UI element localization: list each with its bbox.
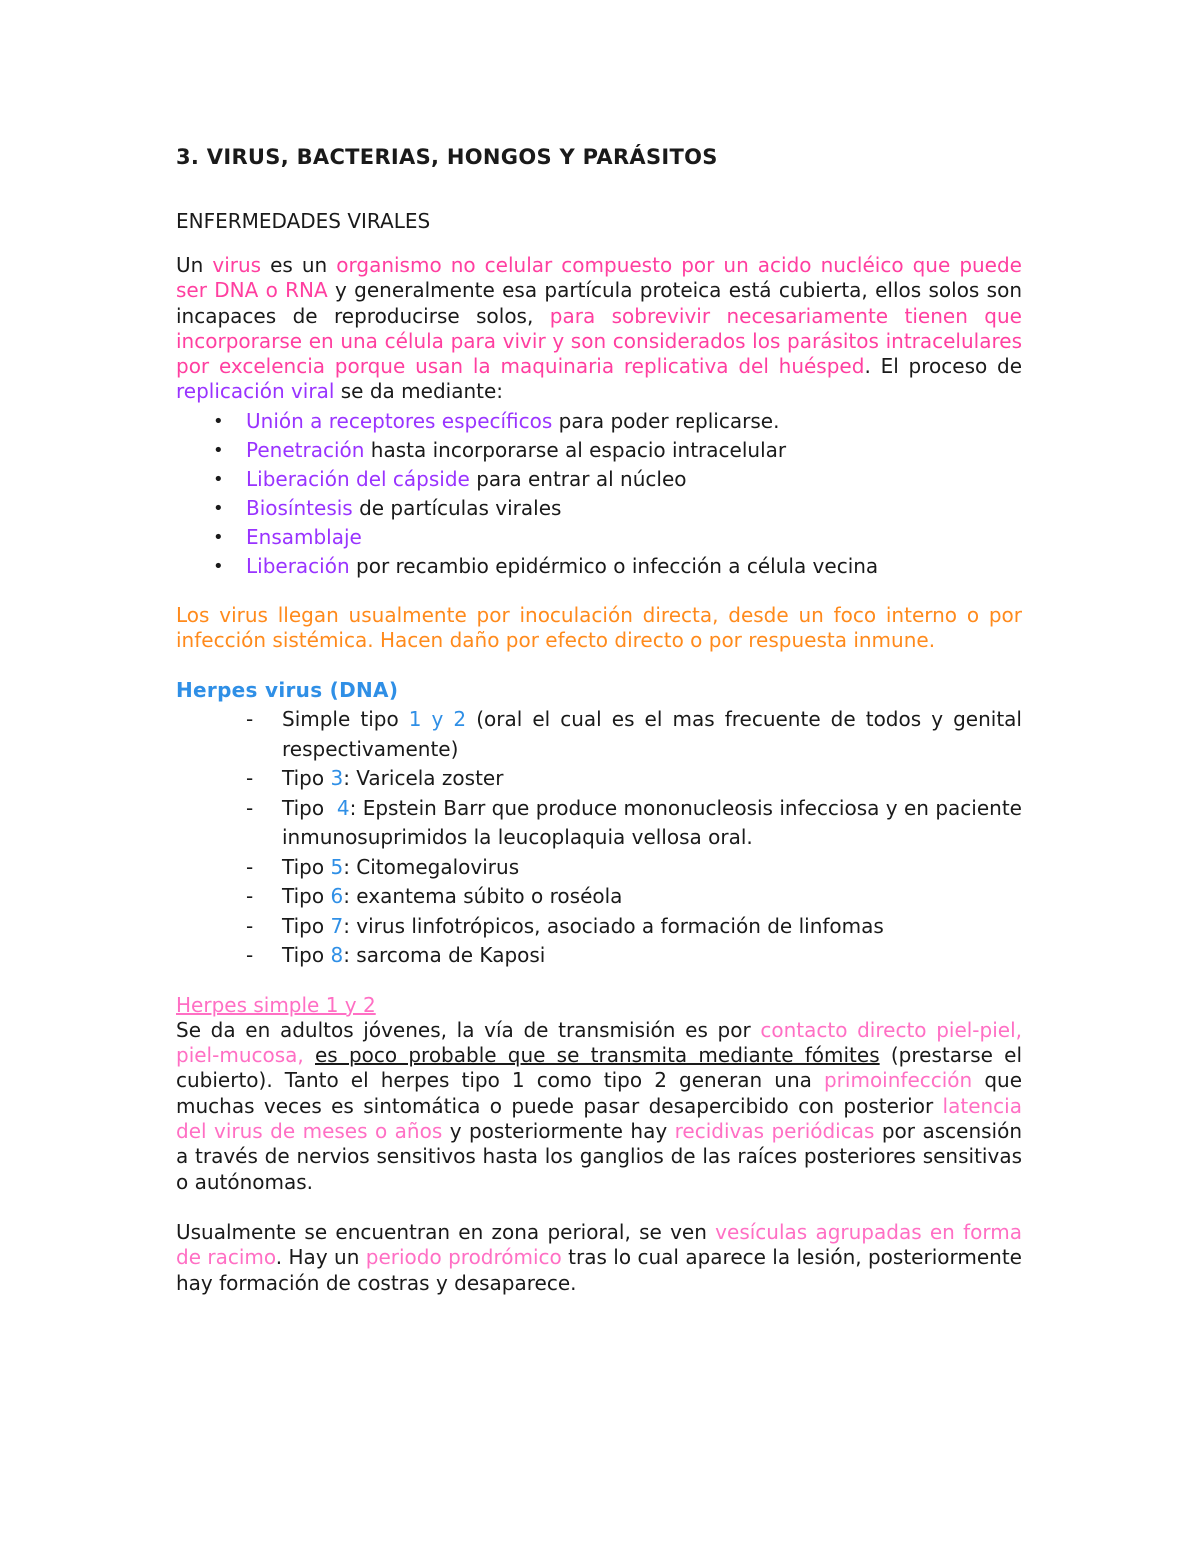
type-label: Tipo <box>282 854 331 879</box>
dash-icon: - <box>246 707 254 732</box>
type-number: 6 <box>330 884 344 909</box>
type-label: Tipo <box>282 884 331 909</box>
dash-icon: - <box>246 854 254 879</box>
dash-icon: - <box>246 943 254 968</box>
step-highlight: Liberación <box>246 553 350 578</box>
step-text: por recambio epidérmico o infección a célula vecina <box>349 553 879 578</box>
highlight-vesiculas: vesículas agrupadas en forma de racimo <box>176 1219 1023 1270</box>
step-highlight: Unión a receptores específicos <box>246 408 553 433</box>
highlight-latencia: latencia del virus de meses o años <box>176 1093 1022 1144</box>
type-number: 1 y 2 <box>408 707 467 732</box>
step-text: para entrar al núcleo <box>469 466 687 491</box>
intro-text: . El proceso de <box>864 354 1023 379</box>
highlight-virus: virus <box>212 253 262 277</box>
type-description: : exantema súbito o roséola <box>343 884 623 909</box>
simple-heading-line <box>176 993 1022 1018</box>
dash-icon: - <box>246 884 254 909</box>
perioral-paragraph <box>176 1220 1022 1296</box>
text: tras lo cual aparece la lesión, posteriormente hay formación de costras y desaparece. <box>176 1245 1022 1295</box>
type-label: Simple tipo <box>282 707 409 732</box>
bullet-icon: • <box>213 468 224 490</box>
type-label: Tipo <box>282 913 331 938</box>
highlight-primoinfeccion: primoinfección <box>823 1068 973 1093</box>
text: que muchas veces es sintomática o puede pasar desapercibido con posterior <box>176 1068 1022 1118</box>
herpes-simple-heading: Herpes simple 1 y 2 <box>176 992 376 1017</box>
step-text: de partículas virales <box>352 495 562 520</box>
bullet-icon: • <box>213 497 224 519</box>
step-highlight: Liberación del cápside <box>246 466 470 491</box>
bullet-icon: • <box>213 555 224 577</box>
type-number: 3 <box>330 766 344 791</box>
list-item <box>176 523 1022 552</box>
list-item <box>176 794 1022 853</box>
type-number: 4 <box>336 795 350 820</box>
intro-text: se da mediante: <box>334 379 504 404</box>
text: Usualmente se encuentran en zona perioral, se ven <box>176 1219 716 1244</box>
arrival-paragraph: Los virus llegan usualmente por inoculación directa, desde un foco interno o por infección sistémica. Hacen daño por efecto directo o por respuesta inmune. <box>176 602 1022 653</box>
text <box>304 1043 315 1067</box>
list-item <box>176 705 1022 764</box>
type-description: : Citomegalovirus <box>343 854 520 879</box>
underlined-fomites: es poco probable que se transmita mediante fómites <box>315 1043 880 1068</box>
herpes-simple-paragraph <box>176 1018 1022 1195</box>
intro-paragraph <box>176 253 1022 405</box>
herpes-types-list <box>176 705 1022 971</box>
intro-text: y generalmente esa partícula proteica está cubierta, ellos solos son incapaces de reproducirse solos, <box>176 278 1022 328</box>
section-heading: ENFERMEDADES VIRALES <box>176 209 431 233</box>
type-number: 7 <box>330 913 344 938</box>
type-label: Tipo <box>282 795 337 820</box>
list-item <box>176 465 1022 494</box>
highlight-replication: replicación viral <box>176 379 335 404</box>
document-title: 3. VIRUS, BACTERIAS, HONGOS Y PARÁSITOS <box>176 145 718 169</box>
type-description: : Epstein Barr que produce mononucleosis infecciosa y en paciente inmunosuprimidos la leucoplaquia vellosa oral. <box>282 795 1022 850</box>
step-highlight: Penetración <box>246 437 365 462</box>
list-item <box>176 912 1022 942</box>
document-content <box>176 140 1022 1296</box>
list-item <box>176 494 1022 523</box>
list-item <box>176 764 1022 794</box>
list-item <box>176 552 1022 581</box>
type-description: : sarcoma de Kaposi <box>343 943 546 968</box>
step-highlight: Ensamblaje <box>246 524 362 549</box>
intro-text: es un <box>261 253 337 277</box>
highlight-definition: organismo no celular compuesto por un acido nucléico que puede ser DNA o RNA <box>176 253 1022 303</box>
list-item <box>176 853 1022 883</box>
highlight-recidivas: recidivas periódicas <box>674 1119 875 1144</box>
dash-icon: - <box>246 766 254 791</box>
type-description: : virus linfotrópicos, asociado a formación de linfomas <box>343 913 884 938</box>
bullet-icon: • <box>213 439 224 461</box>
text: Se da en adultos jóvenes, la vía de transmisión es por <box>176 1017 761 1042</box>
list-item <box>176 882 1022 912</box>
text: y posteriormente hay <box>442 1119 675 1144</box>
herpes-heading: Herpes virus (DNA) <box>176 678 399 703</box>
type-label: Tipo <box>282 943 331 968</box>
type-label: Tipo <box>282 766 331 791</box>
type-description: : Varicela zoster <box>343 766 504 791</box>
highlight-prodromico: periodo prodrómico <box>365 1245 562 1270</box>
step-text: para poder replicarse. <box>552 408 780 433</box>
bullet-icon: • <box>213 410 224 432</box>
list-item <box>176 407 1022 436</box>
type-number: 5 <box>330 854 344 879</box>
step-highlight: Biosíntesis <box>246 495 353 520</box>
dash-icon: - <box>246 795 254 820</box>
type-number: 8 <box>330 943 344 968</box>
text: . Hay un <box>275 1245 366 1270</box>
highlight-contact: contacto directo piel-piel, piel-mucosa, <box>176 1017 1022 1068</box>
list-item <box>176 941 1022 971</box>
intro-text: Un <box>176 253 213 277</box>
type-description: (oral el cual es el mas frecuente de todos y genital respectivamente) <box>282 707 1022 761</box>
highlight-survival: para sobrevivir necesariamente tienen que incorporarse en una célula para vivir y son considerados los parásitos intracelulares por excelencia porque usan la maquinaria replicativa del huésped <box>176 303 1022 379</box>
list-item <box>176 436 1022 465</box>
text: por ascensión a través de nervios sensitivos hasta los ganglios de las raíces posteriores sensitivas o autónomas. <box>176 1119 1023 1194</box>
replication-steps-list <box>176 407 1022 581</box>
bullet-icon: • <box>213 526 224 548</box>
step-text: hasta incorporarse al espacio intracelular <box>364 437 787 462</box>
dash-icon: - <box>246 913 254 938</box>
text: (prestarse el cubierto). Tanto el herpes tipo 1 como tipo 2 generan una <box>176 1043 1022 1093</box>
